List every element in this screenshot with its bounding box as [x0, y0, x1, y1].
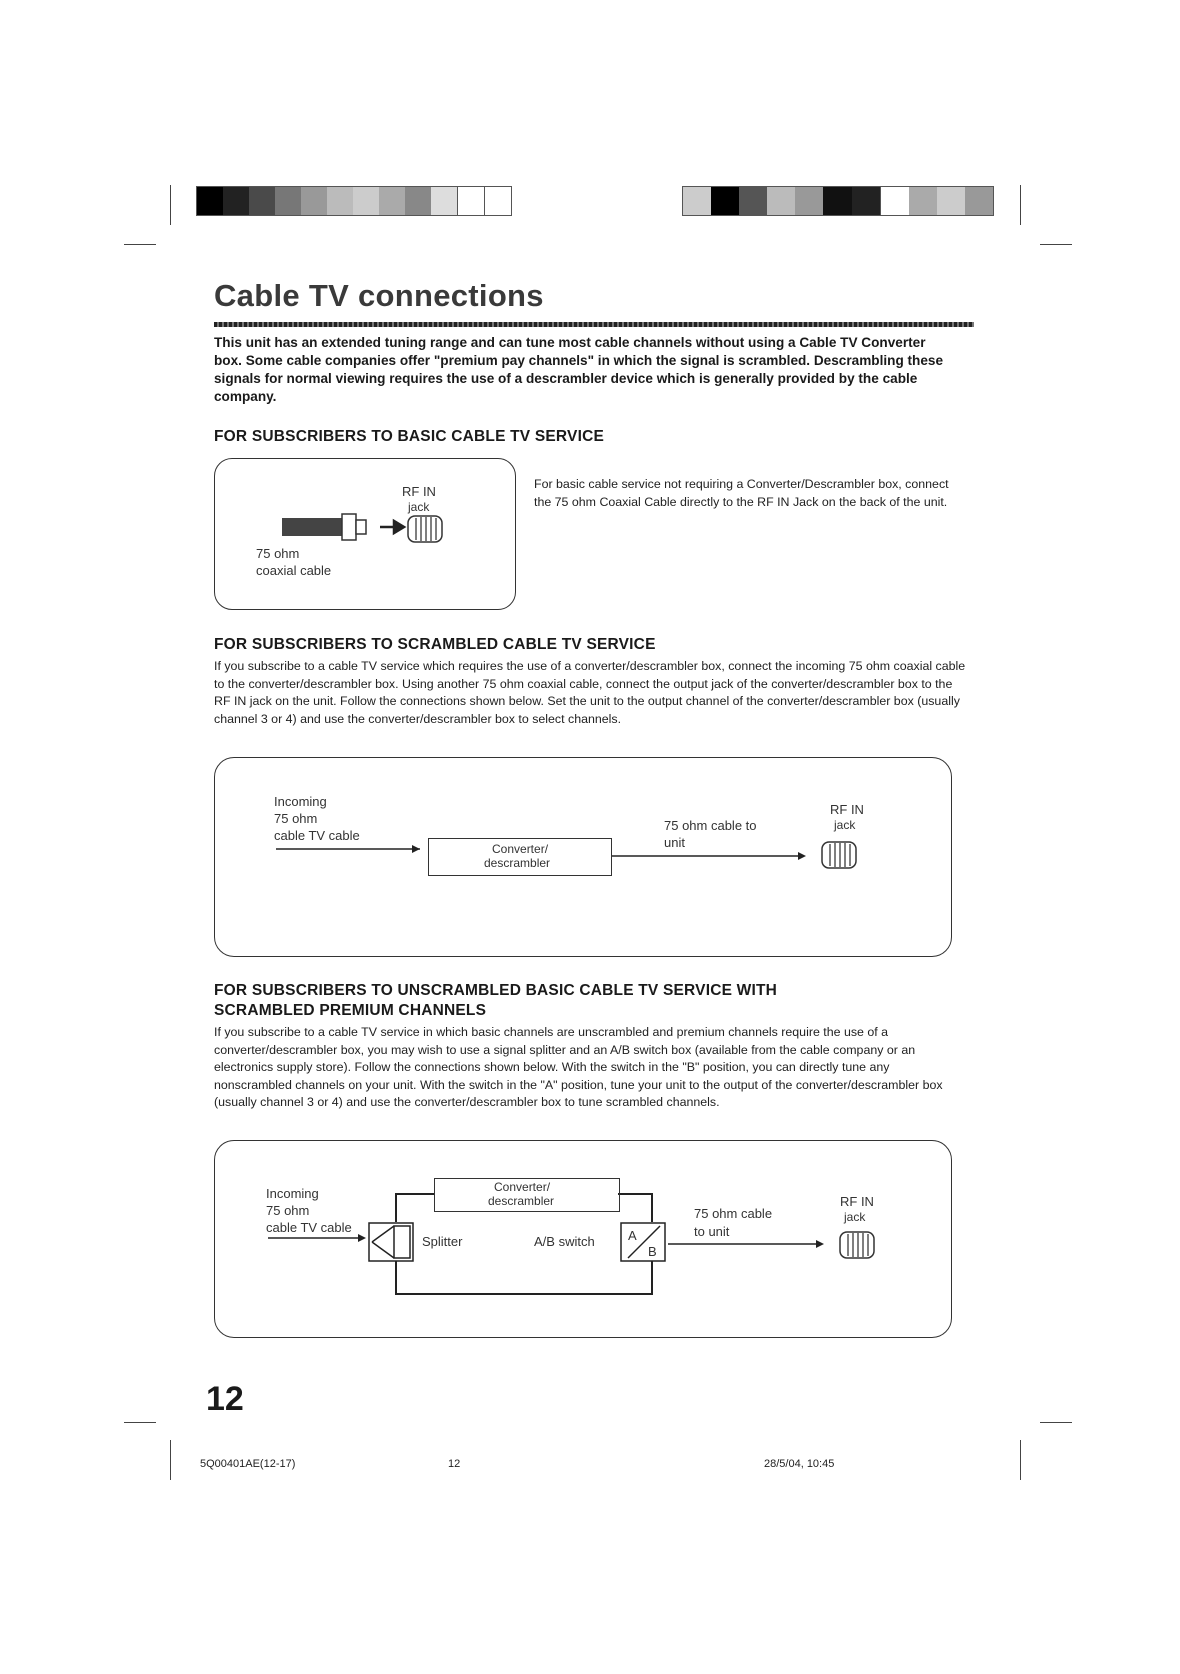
- converter-label-line2: descrambler: [484, 856, 551, 870]
- section3-heading-line1: FOR SUBSCRIBERS TO UNSCRAMBLED BASIC CABLE TV SERVICE WITH: [214, 982, 778, 999]
- incoming-label-line2: 75 ohm: [266, 1203, 310, 1218]
- section1-body: For basic cable service not requiring a Converter/Descrambler box, connect the 75 ohm Coaxial Cable directly to the RF IN Jack on the back of the unit.: [534, 477, 949, 509]
- jack-label: jack: [408, 500, 430, 514]
- incoming-label-line2: 75 ohm: [274, 811, 318, 826]
- output-cable-label-line2: unit: [664, 835, 685, 850]
- ab-switch-label: A/B switch: [534, 1234, 595, 1249]
- switch-b-label: B: [648, 1244, 657, 1259]
- incoming-label-line3: cable TV cable: [266, 1220, 352, 1235]
- section3-body: If you subscribe to a cable TV service in which basic channels are unscrambled and premium channels require the use of a converter/descrambler box, you may wish to use a signal splitter and an A/B switch box (available from the cable company or an electronics supply store). Follow the connections shown below. With the switch in the "B" position, you can directly tune any nonscrambled channels on your unit. With the switch in the "A" position, tune your unit to the output of the converter/descrambler box (usually channel 3 or 4) and use the converter/descrambler box to tune scrambled channels.: [214, 1025, 943, 1110]
- jack-label: jack: [844, 1210, 866, 1224]
- converter-label-line2: descrambler: [488, 1194, 555, 1208]
- switch-a-label: A: [628, 1228, 637, 1243]
- section2-heading: FOR SUBSCRIBERS TO SCRAMBLED CABLE TV SERVICE: [214, 636, 656, 653]
- incoming-label-line1: Incoming: [274, 794, 327, 809]
- footer-page: 12: [448, 1458, 461, 1470]
- rf-in-label: RF IN: [830, 802, 864, 817]
- section3-heading-line2: SCRAMBLED PREMIUM CHANNELS: [214, 1002, 487, 1019]
- section1-heading: FOR SUBSCRIBERS TO BASIC CABLE TV SERVICE: [214, 428, 605, 445]
- output-cable-label-line2: to unit: [694, 1224, 730, 1239]
- output-cable-label-line1: 75 ohm cable: [694, 1206, 773, 1221]
- footer-code: 5Q00401AE(12-17): [200, 1458, 296, 1470]
- incoming-label-line1: Incoming: [266, 1186, 319, 1201]
- converter-label-line1: Converter/: [494, 1180, 551, 1194]
- footer-date: 28/5/04, 10:45: [764, 1458, 835, 1470]
- section2-body: If you subscribe to a cable TV service which requires the use of a converter/descrambler box, connect the incoming 75 ohm coaxial cable to the converter/descrambler box. Using another 75 ohm coaxial cable, connect the output jack of the converter/descrambler box to the RF IN jack on the unit. Follow the connections shown below. Set the unit to the output channel of the converter/descrambler box (usually channel 3 or 4) and use the converter/descrambler box to select channels.: [214, 659, 966, 726]
- splitter-label: Splitter: [422, 1234, 463, 1249]
- cable-label-line2: coaxial cable: [256, 563, 332, 578]
- jack-label: jack: [834, 818, 856, 832]
- output-cable-label-line1: 75 ohm cable to: [664, 818, 757, 833]
- rf-jack-icon: [838, 1228, 878, 1262]
- page-title: Cable TV connections: [214, 278, 544, 313]
- intro-paragraph: This unit has an extended tuning range and can tune most cable channels without using a Cable TV Converter box. Some cable companies offer "premium pay channels" in which the signal is scrambled. Descrambling these signals for normal viewing requires the use of a descrambler device which is generally provided by the cable company.: [214, 335, 944, 404]
- page-number: 12: [206, 1380, 244, 1418]
- rf-in-label: RF IN: [402, 484, 436, 499]
- incoming-label-line3: cable TV cable: [274, 828, 360, 843]
- converter-label-line1: Converter/: [492, 842, 549, 856]
- cable-label-line1: 75 ohm: [256, 546, 300, 561]
- splitter-icon: [368, 1222, 416, 1264]
- rf-in-label: RF IN: [840, 1194, 874, 1209]
